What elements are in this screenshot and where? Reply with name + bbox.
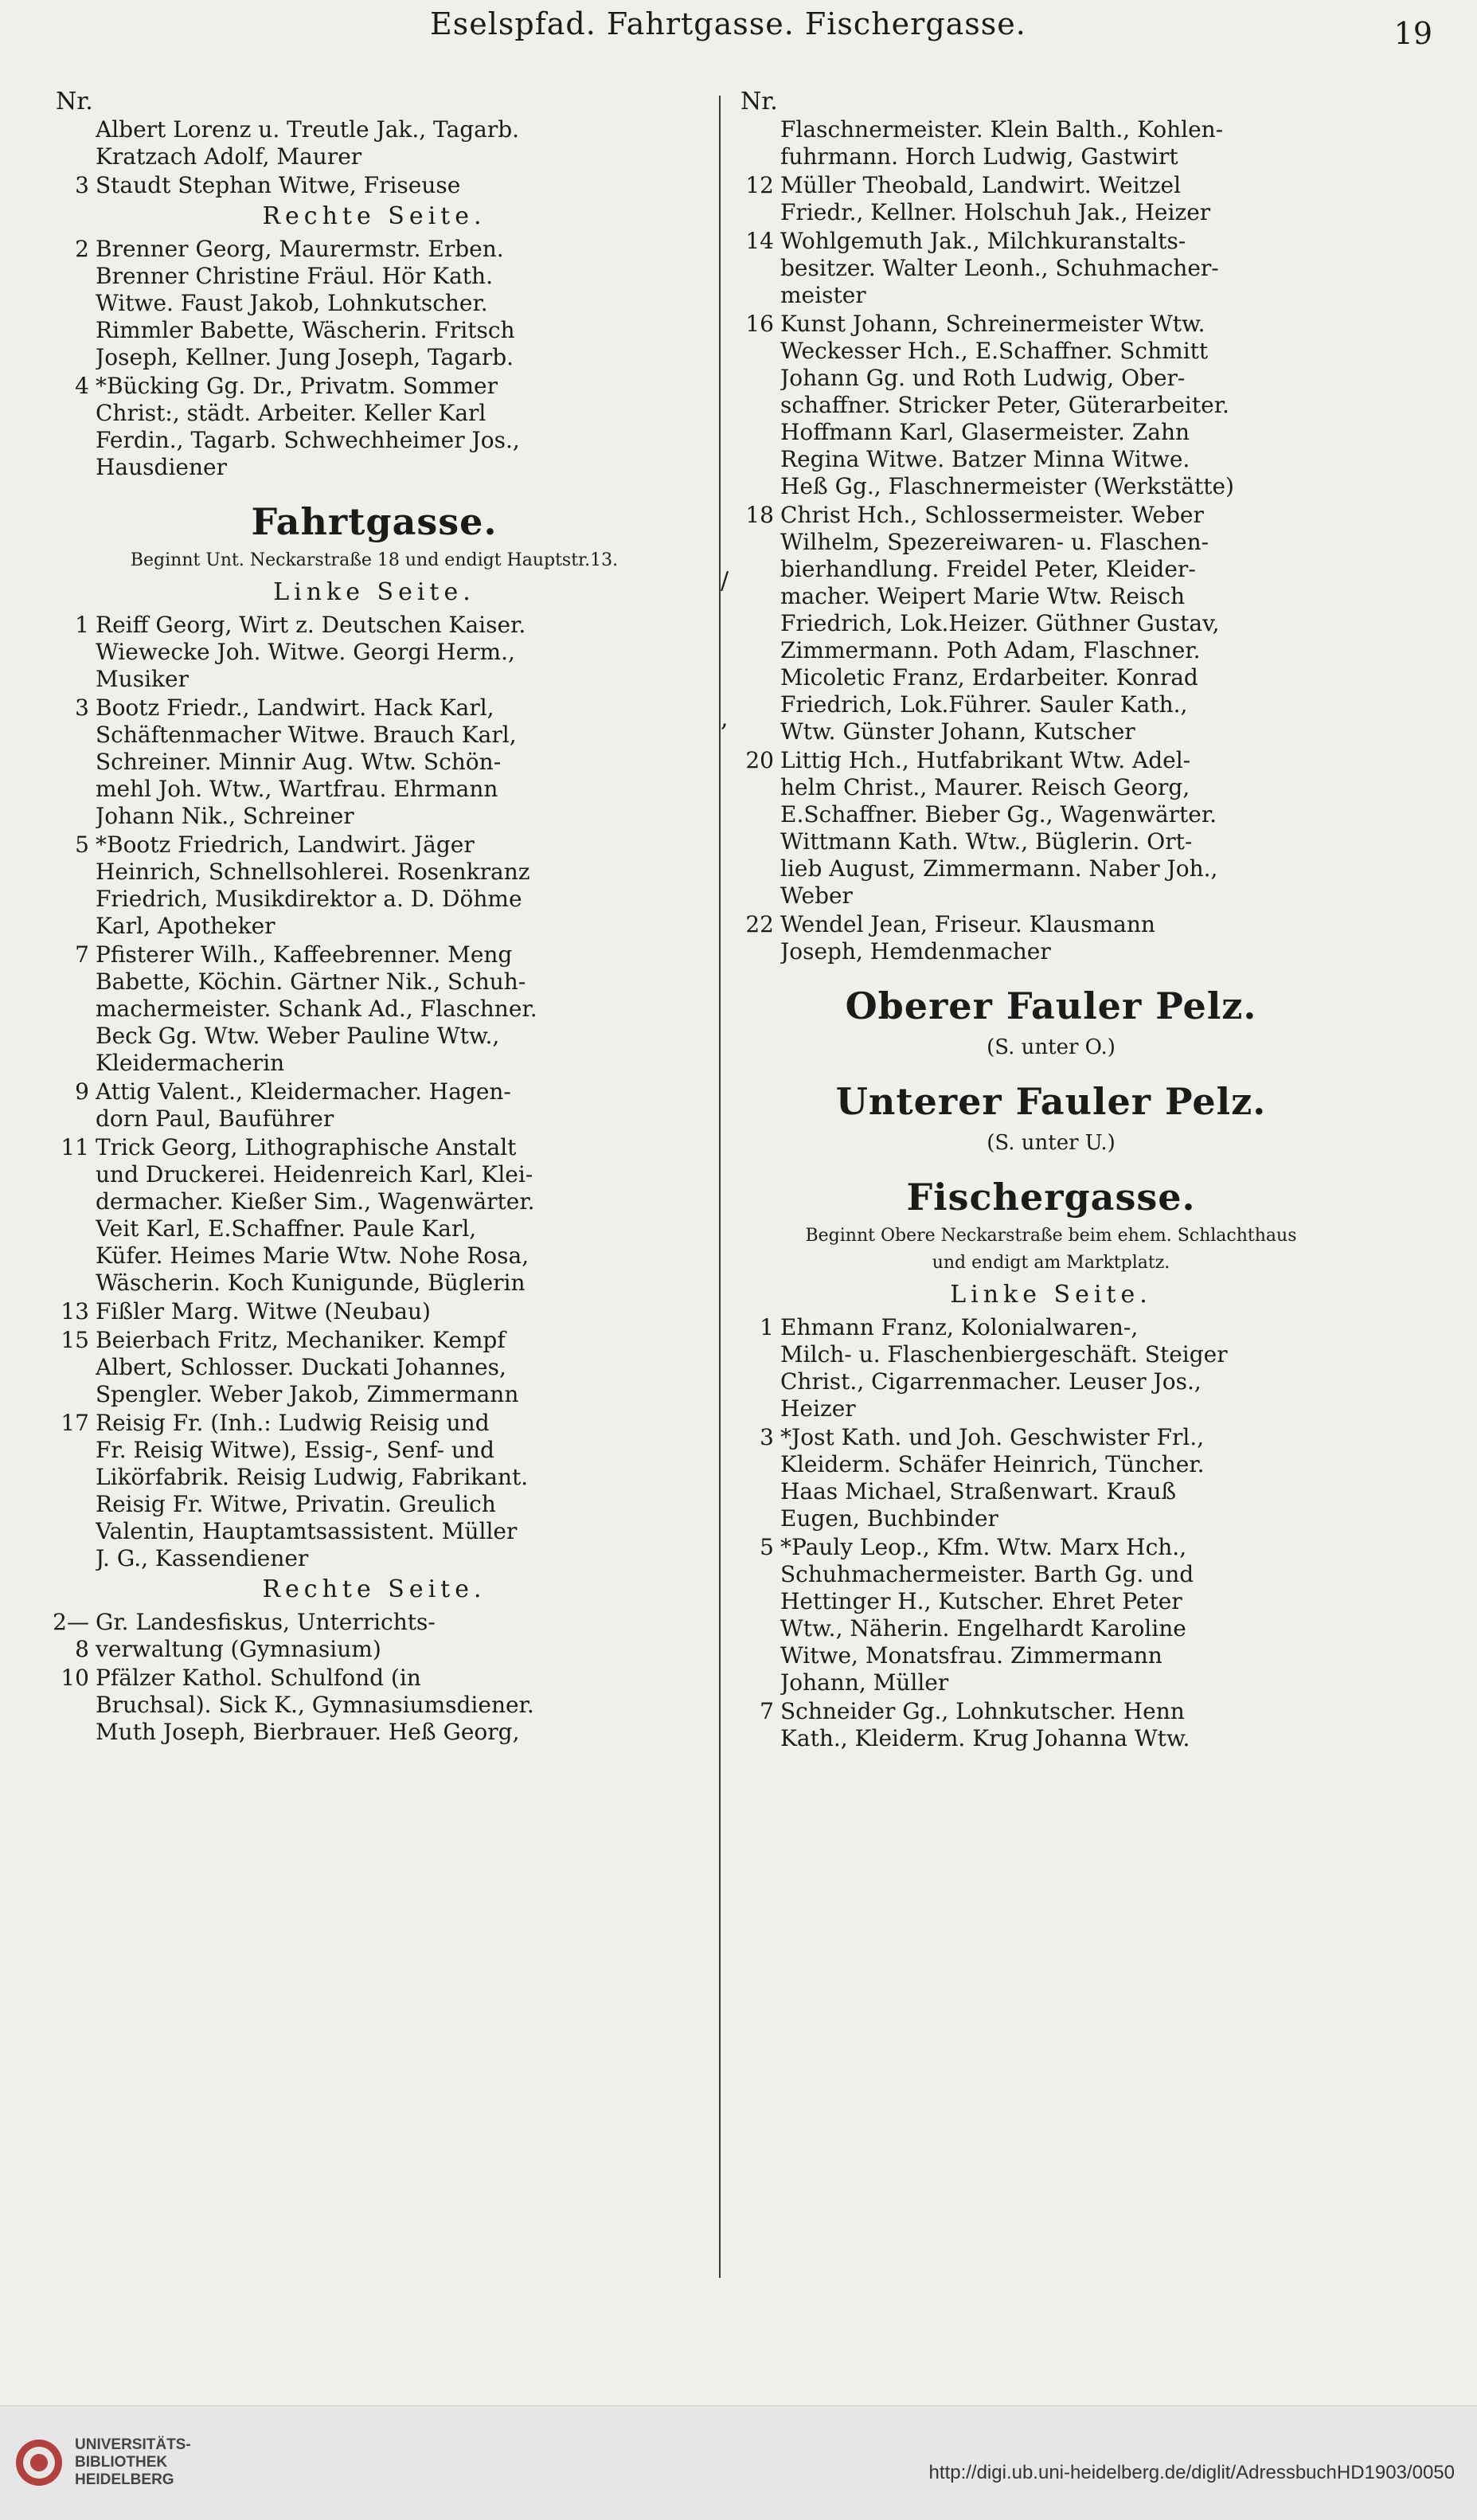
house-number: 16 [745, 311, 774, 337]
entry-text-line: Spengler. Weber Jakob, Zimmermann [96, 1381, 519, 1407]
entry-text-line: helm Christ., Maurer. Reisch Georg, [780, 774, 1190, 800]
entry-text-line: Fr. Reisig Witwe), Essig-, Senf- und [96, 1437, 494, 1463]
entry-text-line: *Bücking Gg. Dr., Privatm. Sommer [96, 373, 498, 399]
address-entry [733, 911, 1370, 965]
entry-text-line: Pfisterer Wilh., Kaffeebrenner. Meng [96, 941, 513, 968]
entry-text-line: Christ., Cigarrenmacher. Leuser Jos., [780, 1368, 1202, 1395]
entry-text-line: bierhandlung. Freidel Peter, Kleider- [780, 556, 1196, 582]
house-number: 3 [75, 695, 89, 721]
entry-text-line: Milch- u. Flaschenbiergeschäft. Steiger [780, 1341, 1228, 1368]
entry-text-line: Johann Nik., Schreiner [96, 803, 354, 829]
entry-text-line: Eugen, Buchbinder [780, 1505, 998, 1532]
side-heading: Rechte Seite. [262, 1575, 486, 1603]
entry-text-line: Babette, Köchin. Gärtner Nik., Schuh- [96, 968, 526, 995]
entry-text-line: lieb August, Zimmermann. Naber Joh., [780, 855, 1218, 882]
address-entry [48, 373, 701, 481]
house-number: 7 [75, 941, 89, 968]
address-entry [733, 502, 1370, 745]
entry-text-line: Schreiner. Minnir Aug. Wtw. Schön- [96, 749, 502, 775]
house-number: 2—8 [53, 1609, 89, 1662]
address-entry [48, 1327, 701, 1408]
entry-text-line: Wtw. Günster Johann, Kutscher [780, 718, 1135, 745]
address-entry [48, 832, 701, 940]
entry-text-line: Ehmann Franz, Kolonialwaren-, [780, 1314, 1139, 1340]
entry-text-line: Johann, Müller [780, 1669, 949, 1696]
entry-text-line: *Bootz Friedrich, Landwirt. Jäger [96, 832, 475, 858]
fischergasse-left-entries [733, 1314, 1370, 1752]
entry-text-line: Reisig Fr. (Inh.: Ludwig Reisig und [96, 1410, 490, 1436]
street-note: (S. unter O.) [987, 1035, 1116, 1059]
eselspfad-continued [48, 116, 701, 199]
entry-text-line: Weckesser Hch., E.Schaffner. Schmitt [780, 338, 1209, 364]
entry-text-line: Hoffmann Karl, Glasermeister. Zahn [780, 419, 1190, 445]
entry-text-line: Regina Witwe. Batzer Minna Witwe. [780, 446, 1190, 472]
entry-text-line: Flaschnermeister. Klein Balth., Kohlen- [780, 116, 1224, 143]
entry-text-line: Friedr., Kellner. Holschuh Jak., Heizer [780, 199, 1211, 225]
entry-text-line: verwaltung (Gymnasium) [96, 1636, 381, 1662]
house-number: 18 [745, 502, 774, 528]
entry-text-line: Heinrich, Schnellsohlerei. Rosenkranz [96, 859, 530, 885]
nr-label: Nr. [56, 88, 93, 115]
entry-text-line: Heizer [780, 1395, 856, 1422]
entry-text-line: Rimmler Babette, Wäscherin. Fritsch [96, 317, 515, 343]
entry-text-line: Wohlgemuth Jak., Milchkuranstalts- [780, 228, 1186, 254]
entry-text-line: Albert, Schlosser. Duckati Johannes, [96, 1354, 506, 1380]
entry-text-line: Muth Joseph, Bierbrauer. Heß Georg, [96, 1719, 520, 1745]
house-number: 3 [760, 1424, 774, 1450]
entry-text-line: Reisig Fr. Witwe, Privatin. Greulich [96, 1491, 496, 1517]
address-entry [733, 116, 1370, 170]
street-description: Beginnt Unt. Neckarstraße 18 und endigt Hauptstr.13. [130, 550, 619, 570]
fahrtgasse-right-entries [48, 1609, 701, 1746]
logo-line: HEIDELBERG [75, 2471, 174, 2488]
entry-text-line: Hausdiener [96, 454, 227, 480]
logo-line: BIBLIOTHEK [75, 2454, 168, 2471]
entry-text-line: J. G., Kassendiener [96, 1545, 309, 1571]
entry-text-line: Zimmermann. Poth Adam, Flaschner. [780, 637, 1201, 663]
address-entry [733, 1314, 1370, 1422]
house-number: 5 [760, 1534, 774, 1560]
address-entry [48, 1665, 701, 1746]
house-number: 17 [61, 1410, 89, 1436]
side-heading: Linke Seite. [273, 578, 475, 606]
house-number: 13 [61, 1298, 89, 1325]
street-title: Fahrtgasse. [251, 500, 498, 543]
entry-text-line: Kleiderm. Schäfer Heinrich, Tüncher. [780, 1451, 1205, 1477]
entry-text-line: Wiewecke Joh. Witwe. Georgi Herm., [96, 639, 515, 665]
entry-text-line: Schuhmachermeister. Barth Gg. und [780, 1561, 1194, 1587]
entry-text-line: Johann Gg. und Roth Ludwig, Ober- [780, 365, 1186, 391]
entry-text-line: Bootz Friedr., Landwirt. Hack Karl, [96, 695, 494, 721]
street-title: Oberer Fauler Pelz. [845, 984, 1257, 1027]
library-logo-icon [14, 2438, 64, 2487]
running-head: Eselspfad. Fahrtgasse. Fischergasse. [430, 6, 1026, 41]
house-number: 1 [760, 1314, 774, 1340]
entry-text-line: Veit Karl, E.Schaffner. Paule Karl, [96, 1215, 477, 1242]
entry-text-line: Friedrich, Lok.Heizer. Güthner Gustav, [780, 610, 1220, 636]
entry-text-line: Kunst Johann, Schreinermeister Wtw. [780, 311, 1205, 337]
entry-text-line: Friedrich, Lok.Führer. Sauler Kath., [780, 691, 1188, 718]
address-entry [733, 747, 1370, 910]
house-number: 15 [61, 1327, 89, 1353]
house-number: 20 [745, 747, 774, 773]
address-entry [733, 311, 1370, 500]
house-number: 5 [75, 832, 89, 858]
entry-text-line: Albert Lorenz u. Treutle Jak., Tagarb. [96, 116, 520, 143]
house-number: 7 [760, 1698, 774, 1724]
left-column [48, 88, 701, 1747]
entry-text-line: machermeister. Schank Ad., Flaschner. [96, 996, 537, 1022]
entry-text-line: Ferdin., Tagarb. Schwechheimer Jos., [96, 427, 520, 453]
entry-text-line: meister [780, 282, 866, 308]
entry-text-line: Wendel Jean, Friseur. Klausmann [780, 911, 1155, 937]
street-description: Beginnt Obere Neckarstraße beim ehem. Schlachthaus [805, 1226, 1297, 1246]
address-entry [48, 1609, 701, 1663]
fahrtgasse-left-entries [48, 612, 701, 1572]
address-entry [48, 1298, 701, 1325]
entry-text-line: E.Schaffner. Bieber Gg., Wagenwärter. [780, 801, 1217, 828]
entry-text-line: Joseph, Hemdenmacher [780, 938, 1051, 965]
page-number: 19 [1393, 16, 1432, 51]
address-entry [48, 1078, 701, 1133]
margin-mark: , [721, 705, 729, 733]
entry-text-line: Bruchsal). Sick K., Gymnasiumsdiener. [96, 1692, 534, 1718]
entry-text-line: Küfer. Heimes Marie Wtw. Nohe Rosa, [96, 1242, 529, 1269]
street-title: Fischergasse. [906, 1176, 1196, 1219]
entry-text-line: Schäftenmacher Witwe. Brauch Karl, [96, 722, 517, 748]
entry-text-line: Haas Michael, Straßenwart. Krauß [780, 1478, 1177, 1505]
right-column [733, 88, 1370, 1754]
entry-text-line: Valentin, Hauptamtsassistent. Müller [96, 1518, 518, 1544]
entry-text-line: Brenner Georg, Maurermstr. Erben. [96, 236, 504, 262]
entry-text-line: *Jost Kath. und Joh. Geschwister Frl., [780, 1424, 1205, 1450]
entry-text-line: Schneider Gg., Lohnkutscher. Henn [780, 1698, 1185, 1724]
house-number: 12 [745, 172, 774, 198]
address-entry [48, 236, 701, 371]
entry-text-line: Likörfabrik. Reisig Ludwig, Fabrikant. [96, 1464, 529, 1490]
house-number: 4 [75, 373, 89, 399]
entry-text-line: Pfälzer Kathol. Schulfond (in [96, 1665, 421, 1691]
entry-text-line: dorn Paul, Bauführer [96, 1105, 334, 1132]
address-entry [733, 1424, 1370, 1532]
entry-text-line: Friedrich, Musikdirektor a. D. Döhme [96, 886, 522, 912]
entry-text-line: Wittmann Kath. Wtw., Büglerin. Ort- [780, 828, 1193, 855]
house-number: 1 [75, 612, 89, 638]
entry-text-line: Micoletic Franz, Erdarbeiter. Konrad [780, 664, 1198, 691]
house-number: 3 [75, 172, 89, 198]
entry-text-line: Wäscherin. Koch Kunigunde, Büglerin [96, 1270, 526, 1296]
margin-mark: / [721, 567, 729, 595]
entry-text-line: Staudt Stephan Witwe, Friseuse [96, 172, 461, 198]
entry-text-line: Gr. Landesfiskus, Unterrichts- [96, 1609, 436, 1635]
fahrtgasse-continued-entries [733, 116, 1370, 965]
library-logo-text [75, 2436, 191, 2489]
entry-text-line: Joseph, Kellner. Jung Joseph, Tagarb. [96, 344, 514, 370]
logo-line: UNIVERSITÄTS- [75, 2436, 191, 2453]
entry-text-line: Wilhelm, Spezereiwaren- u. Flaschen- [780, 529, 1209, 555]
street-title: Unterer Fauler Pelz. [835, 1080, 1267, 1123]
entry-text-line: Christ Hch., Schlossermeister. Weber [780, 502, 1204, 528]
house-number: 22 [745, 911, 774, 937]
address-entry [48, 116, 701, 170]
address-entry [48, 1134, 701, 1297]
entry-text-line: Kath., Kleiderm. Krug Johanna Wtw. [780, 1725, 1190, 1751]
eselspfad-right-entries [48, 236, 701, 481]
address-entry [733, 172, 1370, 226]
entry-text-line: mehl Joh. Wtw., Wartfrau. Ehrmann [96, 776, 498, 802]
entry-text-line: Fißler Marg. Witwe (Neubau) [96, 1298, 431, 1325]
house-number: 2 [75, 236, 89, 262]
entry-text-line: Beierbach Fritz, Mechaniker. Kempf [96, 1327, 506, 1353]
address-entry [733, 1698, 1370, 1752]
entry-text-line: Kleidermacherin [96, 1050, 285, 1076]
entry-text-line: macher. Weipert Marie Wtw. Reisch [780, 583, 1186, 609]
entry-text-line: Heß Gg., Flaschnermeister (Werkstätte) [780, 473, 1234, 499]
entry-text-line: Witwe. Faust Jakob, Lohnkutscher. [96, 290, 488, 316]
entry-text-line: Christ:, städt. Arbeiter. Keller Karl [96, 400, 486, 426]
entry-text-line: Littig Hch., Hutfabrikant Wtw. Adel- [780, 747, 1191, 773]
entry-text-line: dermacher. Kießer Sim., Wagenwärter. [96, 1188, 535, 1215]
entry-text-line: Witwe, Monatsfrau. Zimmermann [780, 1642, 1162, 1669]
entry-text-line: Brenner Christine Fräul. Hör Kath. [96, 263, 493, 289]
house-number: 14 [745, 228, 774, 254]
address-entry [733, 228, 1370, 309]
entry-text-line: Trick Georg, Lithographische Anstalt [96, 1134, 517, 1160]
column-divider [719, 96, 721, 2278]
entry-text-line: Müller Theobald, Landwirt. Weitzel [780, 172, 1182, 198]
footer-bar [0, 2405, 1477, 2520]
nr-label: Nr. [740, 88, 778, 115]
street-description: und endigt am Marktplatz. [932, 1253, 1170, 1273]
address-entry [733, 1534, 1370, 1696]
entry-text-line: fuhrmann. Horch Ludwig, Gastwirt [780, 143, 1178, 170]
entry-text-line: Weber [780, 882, 853, 909]
address-entry [48, 172, 701, 199]
street-note: (S. unter U.) [987, 1131, 1116, 1155]
address-entry [48, 612, 701, 693]
side-heading: Rechte Seite. [262, 202, 486, 230]
entry-text-line: Hettinger H., Kutscher. Ehret Peter [780, 1588, 1182, 1614]
address-entry [48, 695, 701, 830]
entry-text-line: Reiff Georg, Wirt z. Deutschen Kaiser. [96, 612, 526, 638]
house-number: 10 [61, 1665, 89, 1691]
entry-text-line: Attig Valent., Kleidermacher. Hagen- [96, 1078, 511, 1105]
entry-text-line: schaffner. Stricker Peter, Güterarbeiter. [780, 392, 1229, 418]
address-entry [48, 1410, 701, 1572]
entry-text-line: und Druckerei. Heidenreich Karl, Klei- [96, 1161, 533, 1188]
address-entry [48, 941, 701, 1077]
entry-text-line: Karl, Apotheker [96, 913, 275, 939]
house-number: 9 [75, 1078, 89, 1105]
entry-text-line: Kratzach Adolf, Maurer [96, 143, 362, 170]
entry-text-line: *Pauly Leop., Kfm. Wtw. Marx Hch., [780, 1534, 1187, 1560]
entry-text-line: Beck Gg. Wtw. Weber Pauline Wtw., [96, 1023, 500, 1049]
entry-text-line: Wtw., Näherin. Engelhardt Karoline [780, 1615, 1186, 1642]
house-number: 11 [61, 1134, 89, 1160]
entry-text-line: besitzer. Walter Leonh., Schuhmacher- [780, 255, 1219, 281]
source-url-link[interactable]: http://digi.ub.uni-heidelberg.de/diglit/AdressbuchHD1903/0050 [928, 2462, 1455, 2483]
side-heading: Linke Seite. [950, 1281, 1152, 1309]
entry-text-line: Musiker [96, 666, 189, 692]
